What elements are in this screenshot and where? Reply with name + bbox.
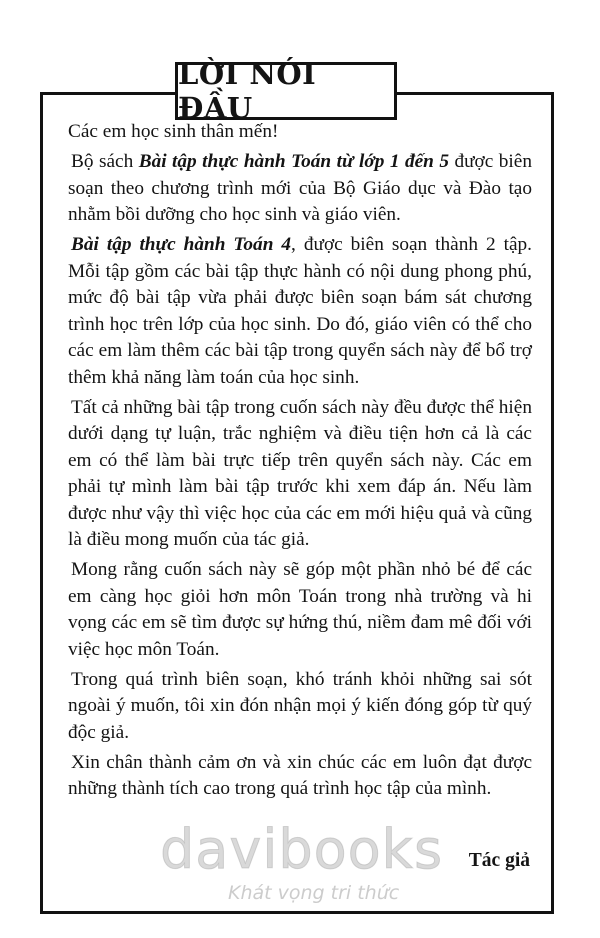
- page-title: LỜI NÓI ĐẦU: [178, 57, 317, 125]
- paragraph-1-rest: được biên soạn theo chương trình mới của Bộ Giáo dục và Đào tạo nhằm bồi dưỡng cho học sinh và giáo viên.: [68, 151, 532, 225]
- title-box: [175, 57, 397, 125]
- watermark-slogan: Khát vọng tri thức: [228, 882, 400, 904]
- paragraph-1: [68, 149, 532, 229]
- author-signature: Tác giả: [468, 850, 530, 871]
- paragraph-1-lead: Bộ sách: [71, 151, 139, 172]
- book-series-title: Bài tập thực hành Toán từ lớp 1 đến 5: [138, 151, 449, 172]
- preface-body: [68, 119, 532, 803]
- book-title: Bài tập thực hành Toán 4: [71, 234, 292, 255]
- paragraph-3: Tất cả những bài tập trong cuốn sách này đều được thể hiện dưới dạng tự luận, trắc nghiệm và điều tiện hơn cả là các em có thể làm bài trực tiếp trên quyển sách này. Các em phải tự mình làm bài tập trước khi xem đáp án. Nếu làm được như vậy thì việc học của các em mới hiệu quả và cũng là điều mong muốn của tác giả.: [68, 396, 532, 550]
- greeting: Các em học sinh thân mến!: [68, 121, 279, 142]
- paragraph-4: Mong rằng cuốn sách này sẽ góp một phần nhỏ bé để các em càng học giỏi hơn môn Toán trong nhà trường và hi vọng các em sẽ tìm được sự hứng thú, niềm đam mê đối với việc học môn Toán.: [68, 559, 532, 660]
- paragraph-6: Xin chân thành cảm ơn và xin chúc các em luôn đạt được những thành tích cao trong quá trình học tập của mình.: [68, 751, 532, 799]
- paragraph-2-rest: , được biên soạn thành 2 tập. Mỗi tập gồm các bài tập thực hành có nội dung phong phú, mức độ bài tập vừa phải được biên soạn bám sát chương trình học trên lớp của học sinh. Do đó, giáo viên có thể cho các em làm thêm các bài tập trong quyển sách này để bổ trợ thêm khả năng làm toán của học sinh.: [68, 234, 532, 388]
- paragraph-2: [68, 232, 532, 391]
- watermark-brand: davibooks: [160, 818, 444, 881]
- paragraph-5: Trong quá trình biên soạn, khó tránh khỏi những sai sót ngoài ý muốn, tôi xin đón nhận mọi ý kiến đóng góp từ quý độc giả.: [68, 668, 532, 743]
